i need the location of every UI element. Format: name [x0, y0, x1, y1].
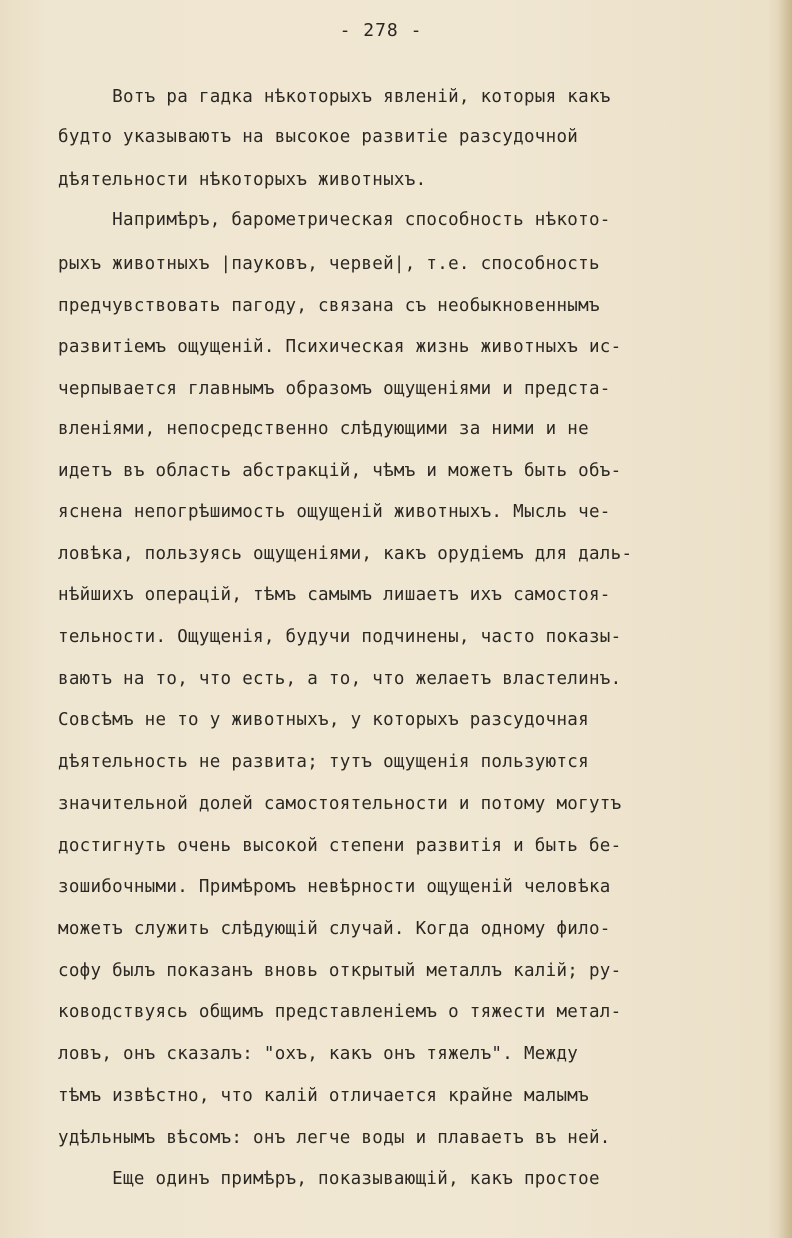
text-line-5: рыхъ животныхъ |пауковъ, червей|, т.е. способность	[58, 254, 600, 274]
text-line-21: можетъ служить слѣдующій случай. Когда одному фило-	[58, 919, 611, 939]
text-line-13: нѣйшихъ операцій, тѣмъ самымъ лишаетъ ихъ самостоя-	[58, 585, 611, 605]
text-line-26: удѣльнымъ вѣсомъ: онъ легче воды и плаваетъ въ ней.	[58, 1128, 611, 1148]
page-number: - 278 -	[339, 20, 423, 41]
text-line-10: идетъ въ область абстракцій, чѣмъ и можетъ быть объ-	[58, 461, 622, 481]
text-line-25: тѣмъ извѣстно, что калій отличается крайне малымъ	[58, 1086, 589, 1106]
text-line-20: зошибочными. Примѣромъ невѣрности ощущеній человѣка	[58, 877, 611, 897]
text-line-14: тельности. Ощущенія, будучи подчинены, часто показы-	[58, 627, 622, 647]
text-line-9: вленіями, непосредственно слѣдующими за ними и не	[58, 419, 589, 439]
text-line-27: Еще одинъ примѣръ, показывающій, какъ простое	[58, 1169, 600, 1189]
text-line-2: будто указываютъ на высокое развитіе разсудочной	[58, 127, 579, 147]
text-line-22: софу былъ показанъ вновь открытый металлъ калій; ру-	[58, 961, 622, 981]
text-line-1: Вотъ ра гадка нѣкоторыхъ явленій, которыя какъ	[58, 87, 611, 107]
text-line-8: черпывается главнымъ образомъ ощущеніями и предста-	[58, 379, 611, 399]
text-line-19: достигнуть очень высокой степени развитія и быть бе-	[58, 836, 622, 856]
text-line-24: ловъ, онъ сказалъ: "охъ, какъ онъ тяжелъ". Между	[58, 1044, 579, 1064]
text-line-3: дѣятельности нѣкоторыхъ животныхъ.	[58, 170, 427, 190]
text-line-17: дѣятельность не развита; тутъ ощущенія пользуются	[58, 752, 589, 772]
text-line-18: значительной долей самостоятельности и потому могутъ	[58, 794, 622, 814]
text-line-6: предчувствовать пагоду, связана съ необыкновеннымъ	[58, 296, 600, 316]
page-edge-shadow	[778, 0, 792, 1238]
text-line-12: ловѣка, пользуясь ощущеніями, какъ орудіемъ для даль-	[58, 544, 633, 564]
text-line-15: ваютъ на то, что есть, а то, что желаетъ властелинъ.	[58, 669, 622, 689]
text-line-4: Напримѣръ, барометрическая способность нѣкото-	[58, 210, 611, 230]
text-line-16: Совсѣмъ не то у животныхъ, у которыхъ разсудочная	[58, 710, 589, 730]
text-line-23: ководствуясь общимъ представленіемъ о тяжести метал-	[58, 1002, 622, 1022]
text-line-7: развитіемъ ощущеній. Психическая жизнь животныхъ ис-	[58, 337, 622, 357]
text-line-11: яснена непогрѣшимость ощущеній животныхъ. Мысль че-	[58, 502, 611, 522]
